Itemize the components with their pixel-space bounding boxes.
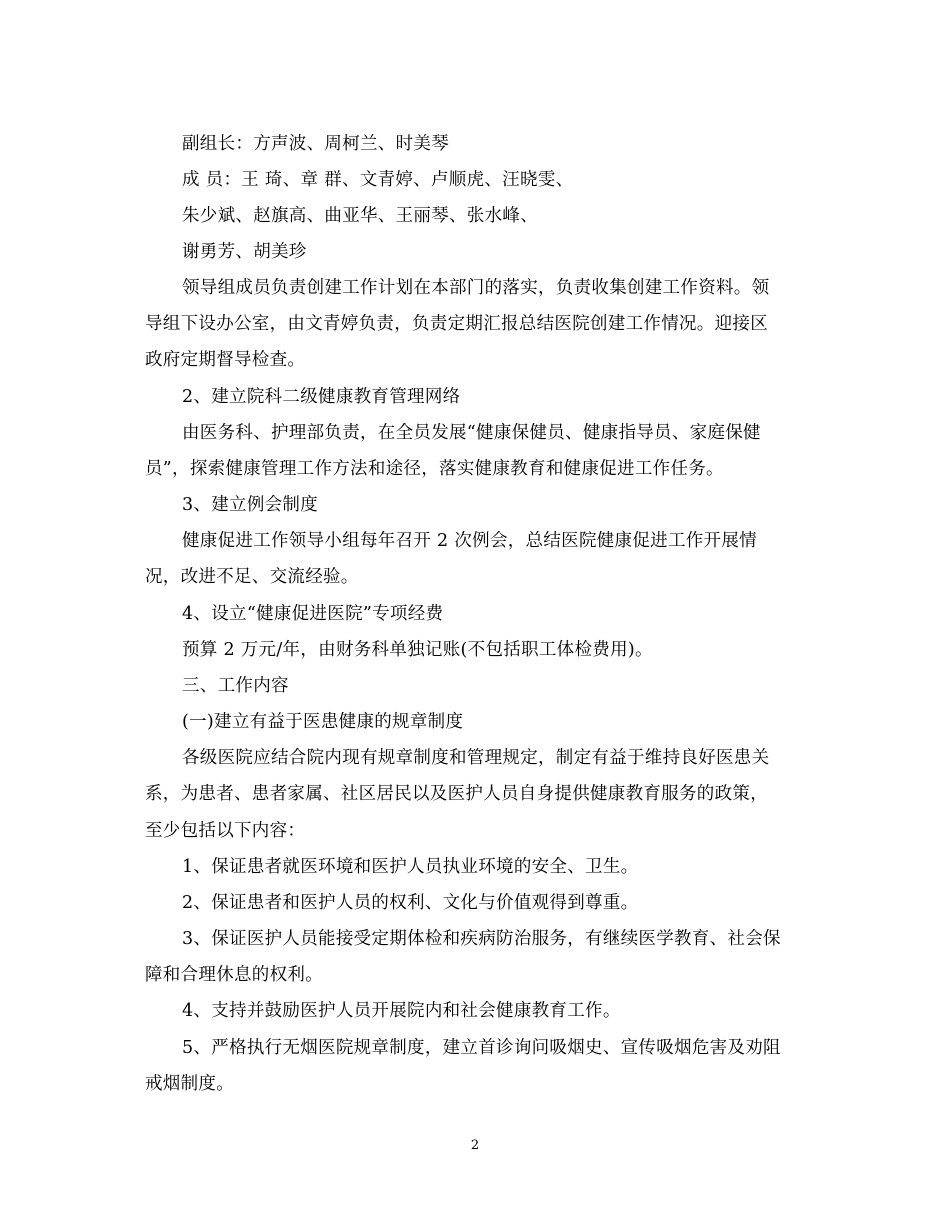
section-heading: 2、建立院科二级健康教育管理网络 <box>182 387 461 407</box>
paragraph-line: 健康促进工作领导小组每年召开 2 次例会，总结医院健康促进工作开展情 <box>182 531 757 551</box>
list-item: 3、保证医护人员能接受定期体检和疾病防治服务，有继续医学教育、社会保 <box>182 929 781 949</box>
list-item-continuation: 障和合理休息的权利。 <box>145 965 323 985</box>
section-heading: 三、工作内容 <box>182 676 289 696</box>
paragraph-line: 导组下设办公室，由文青婷负责，负责定期汇报总结医院创建工作情况。迎接区 <box>145 314 768 334</box>
members-line: 成 员：王 琦、章 群、文青婷、卢顺虎、汪晓雯、 <box>182 170 574 190</box>
paragraph-line: 至少包括以下内容： <box>145 821 306 841</box>
members-line: 谢勇芳、胡美珍 <box>182 242 307 262</box>
paragraph-line: 系，为患者、患者家属、社区居民以及医护人员自身提供健康教育服务的政策， <box>145 784 768 804</box>
paragraph-line: 各级医院应结合院内现有规章制度和管理规定，制定有益于维持良好医患关 <box>182 748 770 768</box>
subsection-heading: (一)建立有益于医患健康的规章制度 <box>182 712 464 732</box>
list-item: 1、保证患者就医环境和医护人员执业环境的安全、卫生。 <box>182 857 639 877</box>
list-item: 4、支持并鼓励医护人员开展院内和社会健康教育工作。 <box>182 1001 621 1021</box>
vice-leaders-line: 副组长：方声波、周柯兰、时美琴 <box>182 134 449 154</box>
paragraph-line: 由医务科、护理部负责，在全员发展“健康保健员、健康指导员、家庭保健 <box>182 423 761 443</box>
paragraph-line: 领导组成员负责创建工作计划在本部门的落实，负责收集创建工作资料。领 <box>182 278 770 298</box>
paragraph-line: 员”，探索健康管理工作方法和途径，落实健康教育和健康促进工作任务。 <box>145 459 724 479</box>
section-heading: 3、建立例会制度 <box>182 495 319 515</box>
list-item: 5、严格执行无烟医院规章制度，建立首诊询问吸烟史、宣传吸烟危害及劝阻 <box>182 1038 781 1058</box>
page-number: 2 <box>470 1138 480 1153</box>
members-line: 朱少斌、赵旗高、曲亚华、王丽琴、张水峰、 <box>182 206 538 226</box>
list-item: 2、保证患者和医护人员的权利、文化与价值观得到尊重。 <box>182 893 639 913</box>
paragraph-line: 政府定期督导检查。 <box>145 350 306 370</box>
list-item-continuation: 戒烟制度。 <box>145 1074 234 1094</box>
section-heading: 4、设立“健康促进医院”专项经费 <box>182 604 444 624</box>
paragraph-line: 况，改进不足、交流经验。 <box>145 567 359 587</box>
paragraph-line: 预算 2 万元/年，由财务科单独记账(不包括职工体检费用)。 <box>182 640 653 660</box>
